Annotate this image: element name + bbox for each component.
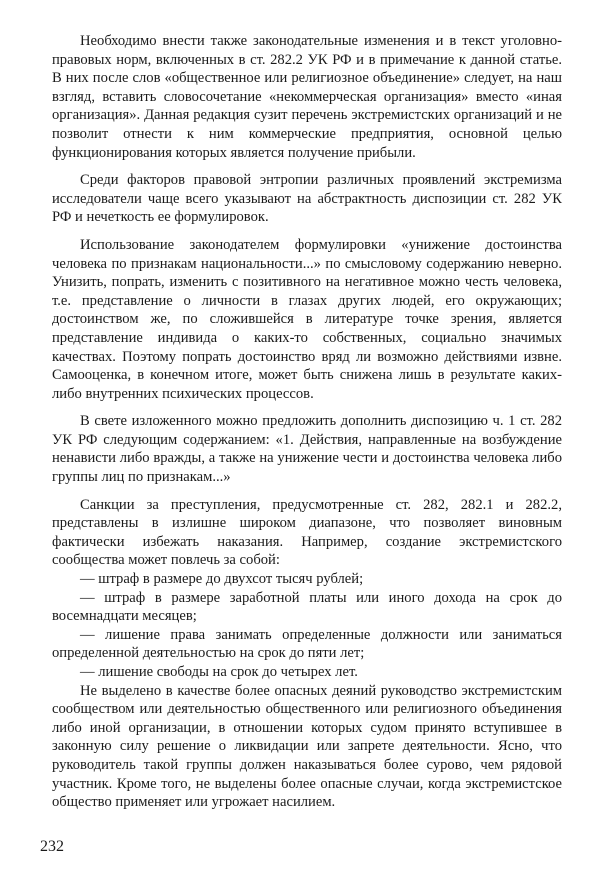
sanctions-list-item: — лишение права занимать определенные должности или заниматься определенной деятельностью на срок до пяти лет; — [52, 626, 562, 662]
paragraph-dignity-wording: Использование законодателем формулировки «унижение достоинства человека по признакам национальности...» по смысловому содержанию неверно. Унизить, попрать, изменить с позитивного на негативное можно честь человека, т.е. представление о личности в глазах других людей, его окружающих; достоинством же, по сложившейся в литературе точке зрения, является представление индивида о каких-то собственных, социально значимых качествах. Поэтому попрать достоинство вряд ли возможно действиями извне. Самооценка, в конечном итоге, может быть снижена лишь в результате каких-либо внутренних психических процессов. — [52, 236, 562, 402]
sanctions-list-item: — штраф в размере заработной платы или иного дохода на срок до восемнадцати месяцев; — [52, 589, 562, 625]
sanctions-list-item: — лишение свободы на срок до четырех лет. — [80, 664, 358, 680]
paragraph-legal-entropy: Среди факторов правовой энтропии различных проявлений экстремизма исследователи чаще всего указывают на абстрактность диспозиции ст. 282 УК РФ и нечеткость ее формулировок. — [52, 172, 562, 226]
sanctions-list-item: — штраф в размере до двухсот тысяч рублей; — [80, 571, 364, 588]
paragraph-legislative-changes: Необходимо внести также законодательные изменения и в текст уголовно-правовых норм, включенных в ст. 282.2 УК РФ и в примечание к данной статье. В них после слов «общественное или религиозное объединение» следует, на наш взгляд, вставить словосочетание «некоммерческая организация» вместо «иная организация». Данная редакция сузит перечень экстремистских организаций и не позволит отнести к ним коммерческие предприятия, основной целью функционирования которых является получение прибыли. — [52, 33, 562, 161]
page-number: 232 — [40, 838, 64, 855]
page-body — [52, 32, 562, 812]
paragraph-leadership: Не выделено в качестве более опасных деяний руководство экстремистским сообществом или деятельностью общественного или религиозного объединения либо иной организации, в отношении которых судом принято вступившее в законную силу решение о ликвидации или запрете деятельности. Ясно, что руководитель такой группы должен наказываться более сурово, чем рядовой участник. Кроме того, не выделены более опасные случаи, когда экстремистское общество применяет или угрожает насилием. — [52, 682, 562, 811]
paragraph-sanctions: Санкции за преступления, предусмотренные ст. 282, 282.1 и 282.2, представлены в излишне широком диапазоне, что позволяет виновным фактически избежать наказания. Например, создание экстремистского сообщества может повлечь за собой: — [52, 496, 562, 569]
paragraph-proposed-disposition: В свете изложенного можно предложить дополнить диспозицию ч. 1 ст. 282 УК РФ следующим содержанием: «1. Действия, направленные на возбуждение ненависти либо вражды, а также на унижение чести и достоинства человека либо группы лиц по признакам...» — [52, 413, 562, 486]
sanctions-list — [52, 570, 562, 682]
